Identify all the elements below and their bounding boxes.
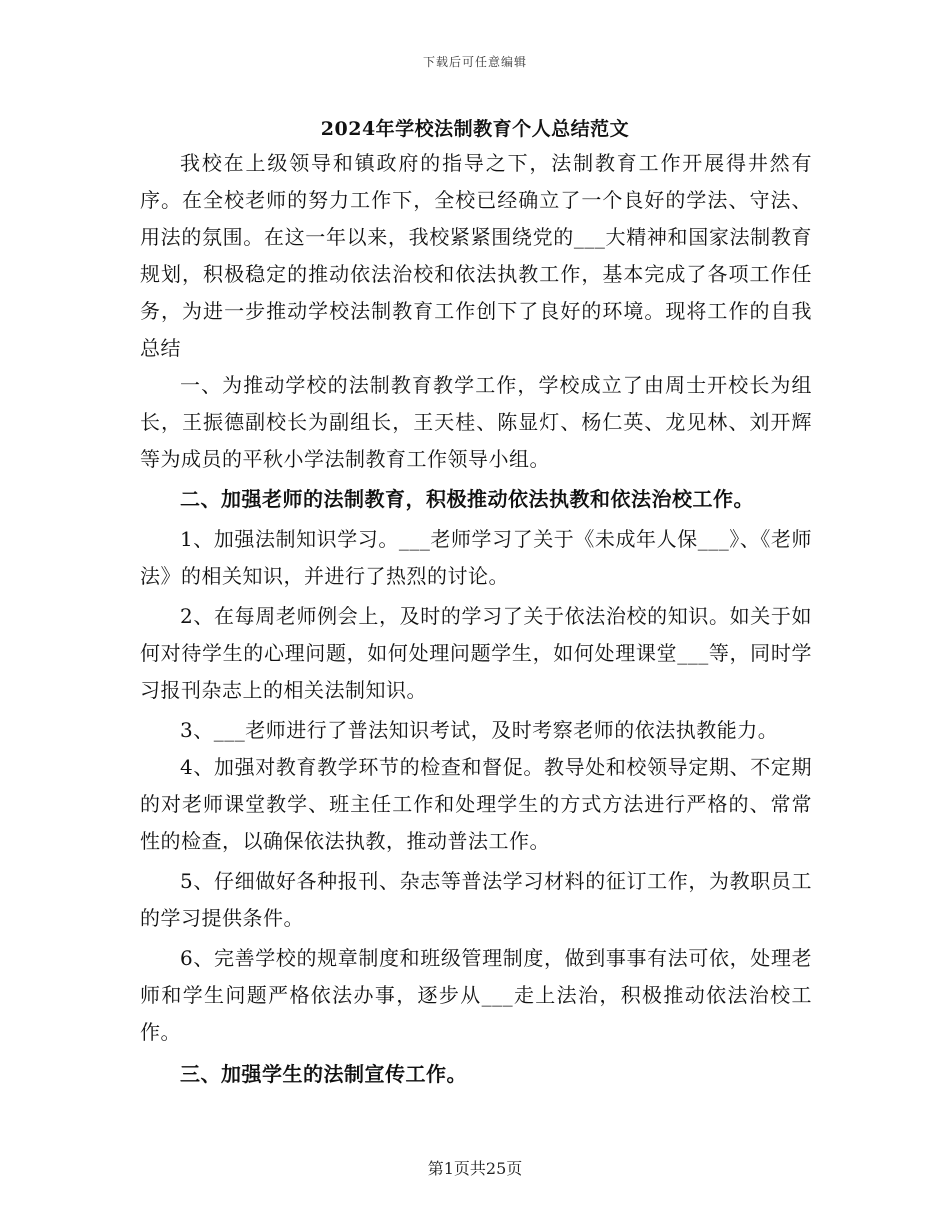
section-two-heading: 二、加强老师的法制教育，积极推动依法执教和依法治校工作。 (180, 487, 754, 511)
list-item-2: 2、在每周老师例会上，及时的学习了关于依法治校的知识。如关于如何对待学生的心理问题，如何处理问题学生，如何处理课堂___等，同时学习报刊杂志上的相关法制知识。 (140, 604, 812, 702)
header-note: 下载后可任意编辑 (422, 55, 527, 69)
list-item-1: 1、加强法制知识学习。___老师学习了关于《未成年人保___》、《老师法》的相关知识，并进行了热烈的讨论。 (140, 527, 812, 588)
intro-paragraph: 我校在上级领导和镇政府的指导之下，法制教育工作开展得井然有序。在全校老师的努力工作下，全校已经确立了一个良好的学法、守法、用法的氛围。在这一年以来，我校紧紧围绕党的___大精神和国家法制教育规划，积极稳定的推动依法治校和依法执教工作，基本完成了各项工作任务，为进一步推动学校法制教育工作创下了良好的环境。现将工作的自我总结 (140, 151, 812, 360)
document-title: 2024年学校法制教育个人总结范文 (320, 118, 630, 140)
document-body (140, 145, 812, 1093)
section-three-heading: 三、加强学生的法制宣传工作。 (180, 1062, 467, 1086)
section-one-paragraph: 一、为推动学校的法制教育教学工作，学校成立了由周士开校长为组长，王振德副校长为副组长，王天桂、陈显灯、杨仁英、龙见林、刘开辉等为成员的平秋小学法制教育工作领导小组。 (140, 373, 812, 471)
list-item-5: 5、仔细做好各种报刊、杂志等普法学习材料的征订工作，为教职员工的学习提供条件。 (140, 869, 812, 930)
page-number: 第1页共25页 (427, 1159, 523, 1178)
list-item-4: 4、加强对教育教学环节的检查和督促。教导处和校领导定期、不定期的对老师课堂教学、班主任工作和处理学生的方式方法进行严格的、常常性的检查，以确保依法执教，推动普法工作。 (140, 755, 812, 853)
list-item-3: 3、___老师进行了普法知识考试，及时考察老师的依法执教能力。 (180, 718, 779, 742)
list-item-6: 6、完善学校的规章制度和班级管理制度，做到事事有法可依，处理老师和学生问题严格依法办事，逐步从___走上法治，积极推动依法治校工作。 (140, 946, 812, 1044)
